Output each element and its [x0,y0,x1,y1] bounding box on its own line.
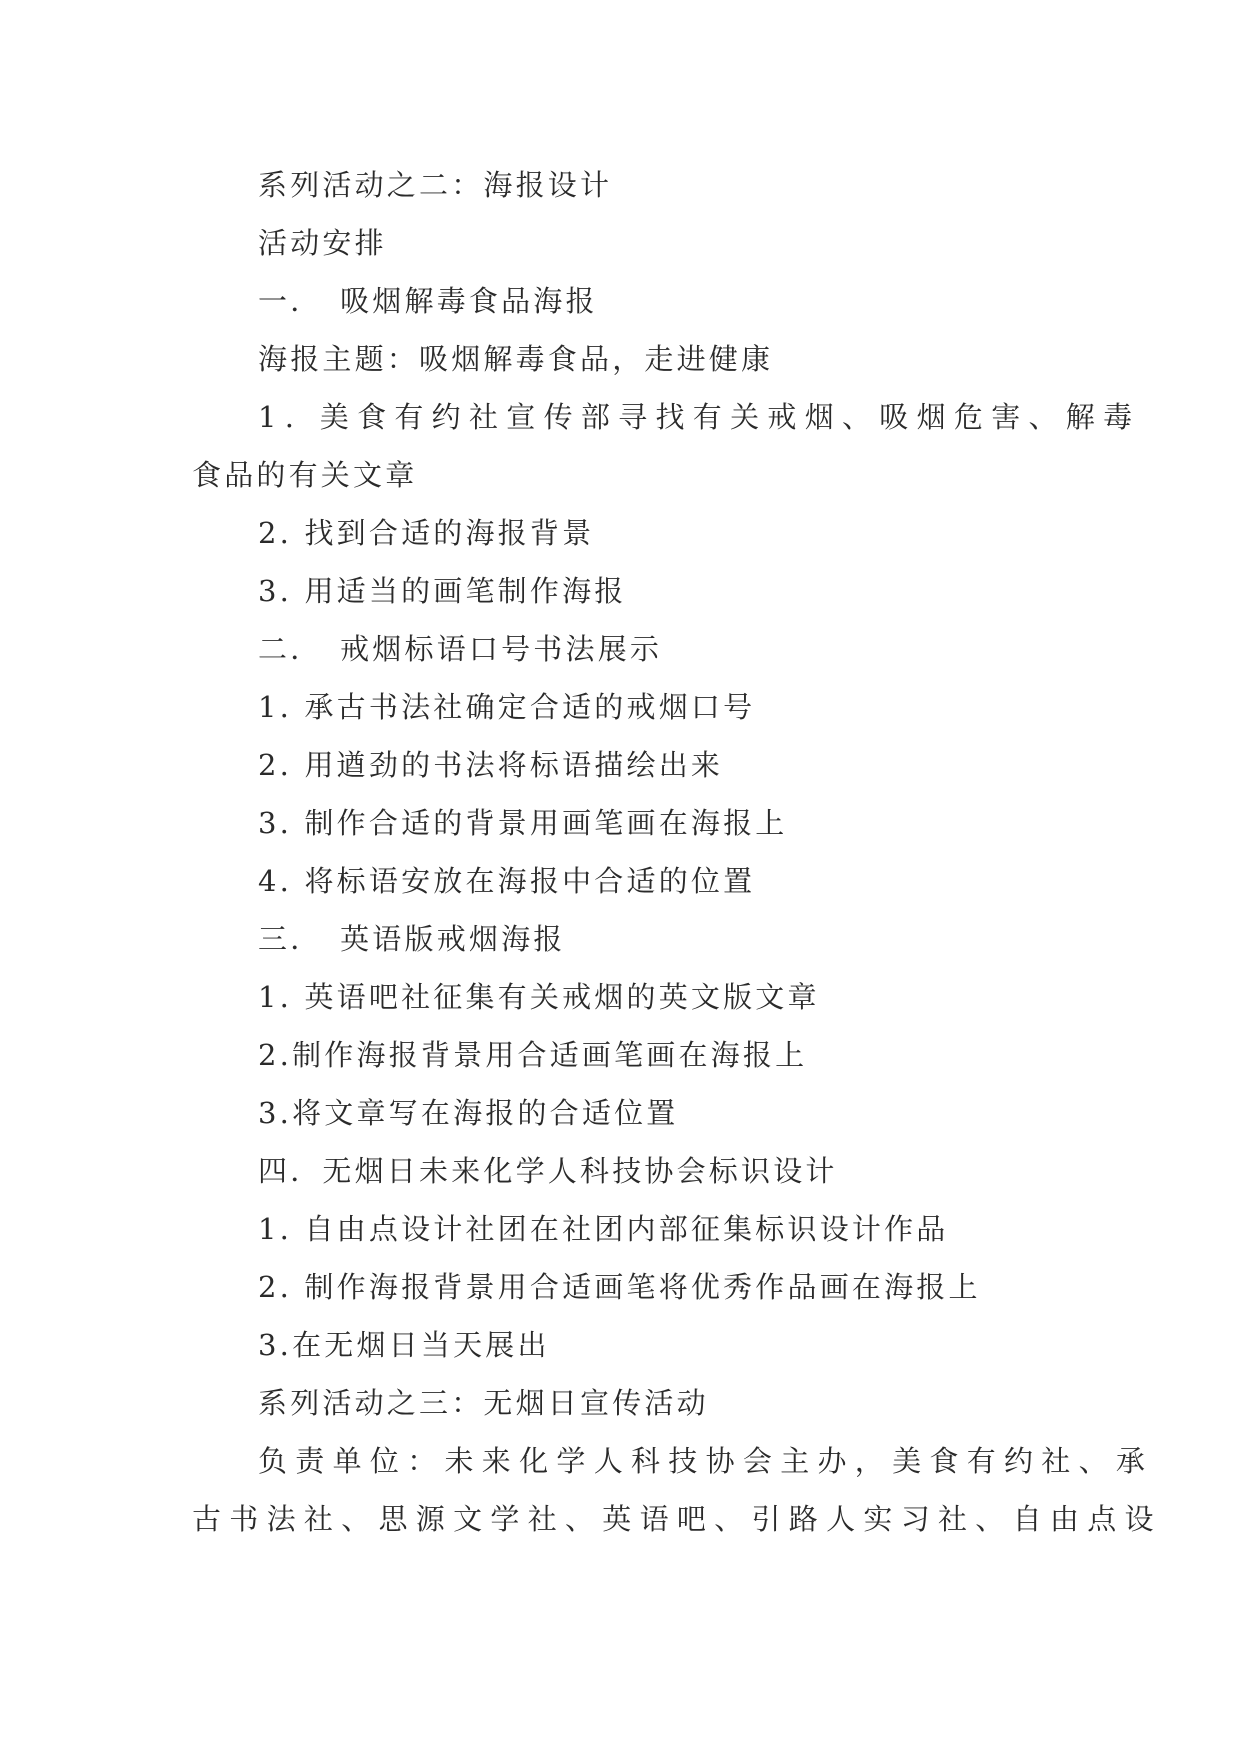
item-heading-4: 四．无烟日未来化学人科技协会标识设计 [258,1154,838,1188]
list-item: 1. 英语吧社征集有关戒烟的英文版文章 [258,980,820,1014]
list-item: 1. 自由点设计社团在社团内部征集标识设计作品 [258,1212,949,1246]
list-item: 3.在无烟日当天展出 [258,1328,550,1362]
list-item: 2. 用遒劲的书法将标语描绘出来 [258,748,724,782]
item-heading-2: 二． 戒烟标语口号书法展示 [258,632,663,666]
section-heading-series-3: 系列活动之三：无烟日宣传活动 [258,1386,709,1420]
list-item: 1. 承古书法社确定合适的戒烟口号 [258,690,756,724]
list-item: 4. 将标语安放在海报中合适的位置 [258,864,756,898]
list-item: 2.制作海报背景用合适画笔画在海报上 [258,1038,808,1072]
list-item: 3.将文章写在海报的合适位置 [258,1096,679,1130]
list-item: 2. 找到合适的海报背景 [258,516,595,550]
paragraph-line: 负责单位：未来化学人科技协会主办，美食有约社、承 [258,1444,1154,1478]
poster-theme: 海报主题：吸烟解毒食品，走进健康 [258,342,774,376]
list-item: 3. 制作合适的背景用画笔画在海报上 [258,806,788,840]
section-heading-series-2: 系列活动之二：海报设计 [258,168,613,202]
subheading-activity-arrangement: 活动安排 [258,226,387,260]
list-item: 2. 制作海报背景用合适画笔将优秀作品画在海报上 [258,1270,981,1304]
item-heading-1: 一． 吸烟解毒食品海报 [258,284,598,318]
item-heading-3: 三． 英语版戒烟海报 [258,922,566,956]
paragraph-line-continued: 食品的有关文章 [192,458,418,492]
paragraph-line: 1. 美食有约社宣传部寻找有关戒烟、吸烟危害、解毒 [258,400,1141,434]
paragraph-line-continued: 古书法社、思源文学社、英语吧、引路人实习社、自由点设 [192,1502,1162,1536]
list-item: 3. 用适当的画笔制作海报 [258,574,627,608]
